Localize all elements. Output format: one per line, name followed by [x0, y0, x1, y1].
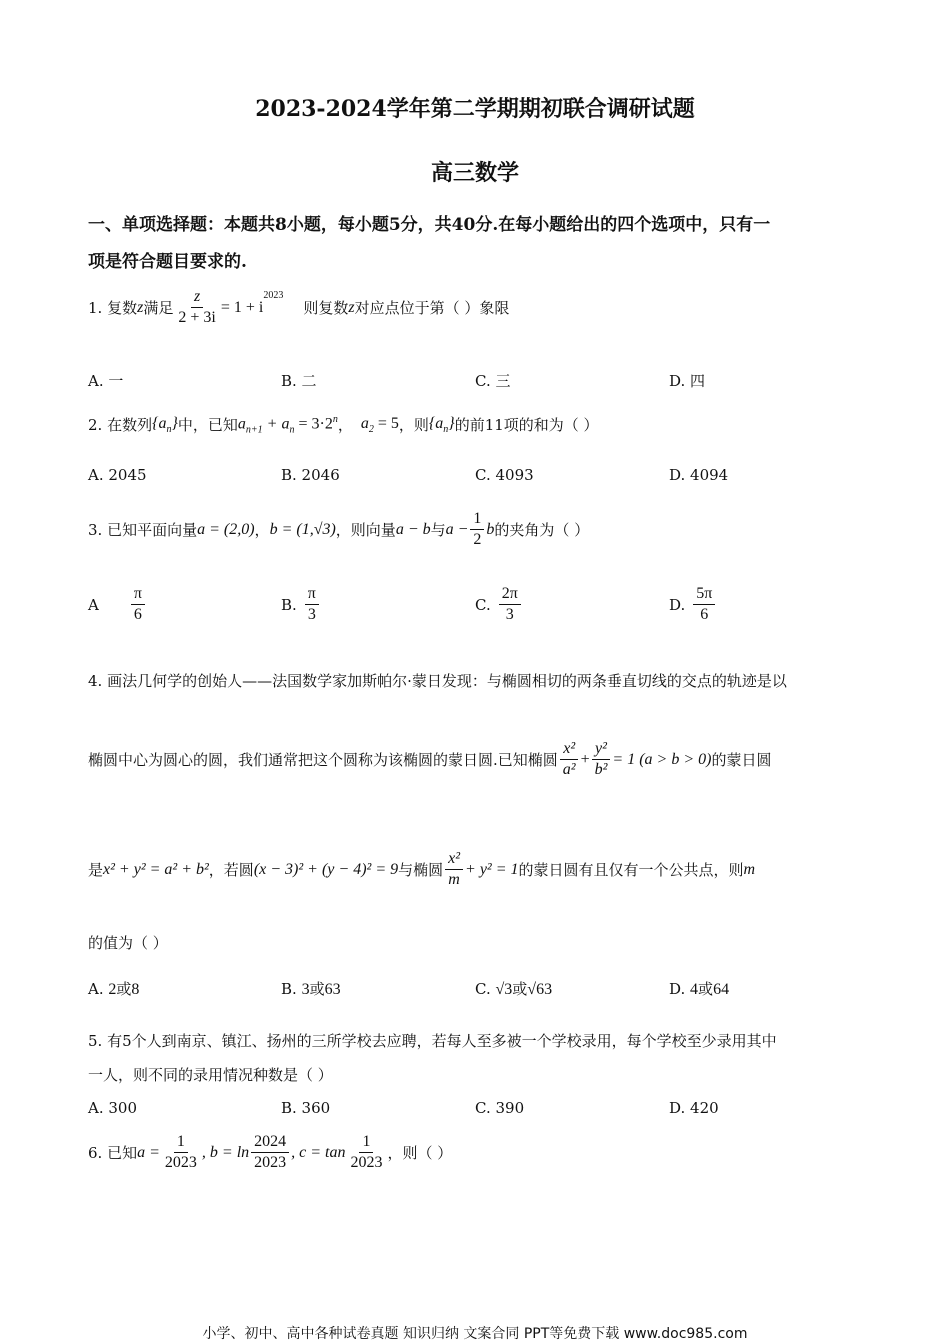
q4-line2-a: 椭圆中心为圆心的圆，我们通常把这个圆称为该椭圆的蒙日圆.已知椭圆	[88, 751, 558, 770]
q3-expression	[446, 510, 495, 550]
q4-ellipse2	[443, 850, 518, 890]
q3-vector-b: b = (1,√3)	[269, 520, 336, 538]
q1-formula-num: z	[191, 288, 203, 308]
q4-ell-b: b²	[594, 761, 608, 779]
q6-b-lhs: , b = ln	[201, 1143, 250, 1161]
q4-line4: 的值为（ ）	[88, 934, 168, 952]
q6-a-lhs: a =	[137, 1143, 160, 1161]
q3-option-a-num: π	[131, 585, 145, 605]
q6-c-den: 2023	[350, 1154, 383, 1172]
q6-b-den: 2023	[254, 1154, 287, 1172]
q2-option-a: A. 2045	[88, 466, 147, 484]
q4-option-d-label: D.	[669, 980, 686, 998]
q2-suffix: 的前11项的和为（ ）	[454, 416, 599, 435]
q3-a-minus-b: a − b	[395, 520, 431, 538]
q2-a2-rhs: = 5	[373, 414, 399, 432]
q3-option-a-label: A	[88, 595, 99, 614]
q3-suffix: 的夹角为（ ）	[494, 521, 590, 540]
q1-suffix-b: 对应点位于第（ ）象限	[354, 299, 510, 318]
q2-seq2-a: {a	[428, 414, 444, 432]
q2-a2	[361, 415, 399, 435]
q5-line2: 一人，则不同的录用情况种数是（ ）	[88, 1066, 333, 1084]
q3-comma: ，	[254, 521, 270, 540]
q1-option-a: A. 一	[88, 372, 124, 390]
q2-a2-sub: 2	[368, 423, 374, 435]
q2-rel-mid: + a	[262, 415, 290, 433]
q3-option-a-den: 6	[133, 606, 142, 624]
q2-relation	[238, 414, 338, 436]
q1-formula	[173, 288, 283, 328]
q4-line2-b: 的蒙日圆	[711, 751, 772, 770]
q3-option-d-num: 5π	[693, 585, 715, 605]
q4-option-a-or: 或	[116, 980, 132, 998]
q3-option-d	[669, 585, 717, 625]
q1-mid: 满足	[143, 299, 174, 318]
q2-mid: 中，已知	[177, 416, 238, 435]
q3-option-a	[88, 585, 147, 625]
q4-ell2-rhs: + y² = 1	[465, 860, 519, 878]
q1-suffix-var: z	[348, 298, 355, 316]
q2-rel-sub1: n+1	[245, 424, 263, 436]
q6-prefix: 6. 已知	[88, 1144, 138, 1163]
q4-option-b-label: B.	[281, 980, 297, 998]
q3-with: 与	[430, 521, 446, 540]
q2-seq-sub: n	[166, 423, 172, 435]
q1-suffix-a: 则复数	[303, 299, 349, 318]
q1-option-d: D. 四	[669, 372, 706, 390]
q4-line3-d: 的蒙日圆有且仅有一个公共点，则	[518, 861, 744, 880]
q2-rel-rhs: = 3·2	[294, 415, 333, 433]
q4-option-a-v1: 2	[108, 981, 117, 998]
q3-expr-den: 2	[473, 531, 482, 549]
q3-expr-b: b	[486, 520, 495, 538]
q4-option-d-v1: 4	[690, 981, 699, 998]
q4-option-d-v2: 64	[713, 981, 730, 998]
q4-line3	[88, 850, 755, 890]
q5-option-d: D. 420	[669, 1099, 719, 1117]
q4-line1: 4. 画法几何学的创始人——法国数学家加斯帕尔·蒙日发现：与椭圆相切的两条垂直切线的交点的轨迹是以	[88, 672, 787, 690]
q2-rel-exp: n	[332, 414, 338, 425]
page-footer: 小学、初中、高中各种试卷真题 知识归纳 文案合同 PPT等免费下载 www.doc985.com	[202, 1326, 748, 1342]
q4-option-a-label: A.	[88, 980, 104, 998]
q2-seq	[152, 415, 178, 435]
q4-ell-y: y²	[592, 740, 610, 760]
q6-a-num: 1	[174, 1133, 188, 1153]
question-2	[88, 414, 599, 436]
q4-option-a	[88, 978, 139, 999]
section-heading-line2: 项是符合题目要求的.	[88, 252, 247, 272]
q4-option-d-or: 或	[698, 980, 714, 998]
q6-suffix: ，则（ ）	[387, 1144, 453, 1163]
q4-ell2-num: x²	[445, 850, 463, 870]
q3-prefix: 3. 已知平面向量	[88, 521, 198, 540]
question-3	[88, 510, 589, 550]
q6-c-num: 1	[359, 1133, 373, 1153]
q4-ell-x: x²	[560, 740, 578, 760]
q2-option-d: D. 4094	[669, 466, 729, 484]
q4-option-a-v2: 8	[131, 981, 140, 998]
q6-c-lhs: , c = tan	[291, 1143, 346, 1161]
q4-option-b	[281, 978, 341, 999]
q2-sep: ，	[337, 416, 353, 435]
q3-vector-a: a = (2,0)	[197, 520, 255, 538]
q4-option-c-v2: √63	[527, 981, 553, 998]
q3-option-c	[475, 585, 523, 625]
q4-var-m: m	[743, 860, 756, 878]
q4-line2	[88, 740, 771, 780]
q2-seq2	[429, 415, 455, 435]
q4-line3-b: ，若圆	[208, 861, 254, 880]
q4-ell-a: a²	[562, 761, 576, 779]
q2-rel-sub2: n	[289, 424, 295, 436]
question-1	[88, 288, 509, 328]
q1-formula-rhs: = 1 + i	[220, 298, 264, 316]
section-heading-line1: 一、单项选择题：本题共8小题，每小题5分，共40分.在每小题给出的四个选项中，只有一	[88, 215, 771, 235]
q4-option-c-label: C.	[475, 980, 491, 998]
q3-option-d-label: D.	[669, 595, 686, 614]
q3-expr-a: a −	[445, 520, 469, 538]
q1-var: z	[137, 298, 144, 316]
q2-option-c: C. 4093	[475, 466, 534, 484]
q4-option-c-v1: √3	[495, 981, 513, 998]
q6-a-den: 2023	[164, 1154, 197, 1172]
q3-option-b-label: B.	[281, 595, 297, 614]
q2-option-b: B. 2046	[281, 466, 340, 484]
page-subtitle: 高三数学	[430, 160, 519, 186]
q2-seq2-sub: n	[443, 423, 449, 435]
q2-a2-a: a	[360, 414, 369, 432]
q3-option-d-den: 6	[700, 606, 709, 624]
q1-prefix: 1. 复数	[88, 299, 138, 318]
q5-option-b: B. 360	[281, 1099, 331, 1117]
q1-option-b: B. 二	[281, 372, 317, 390]
q4-monge-circle: x² + y² = a² + b²	[103, 860, 209, 878]
q2-prefix: 2. 在数列	[88, 416, 153, 435]
q4-option-b-v1: 3	[301, 981, 310, 998]
q3-expr-num: 1	[470, 510, 484, 530]
q5-option-c: C. 390	[475, 1099, 525, 1117]
q1-formula-exp: 2023	[263, 290, 284, 301]
q4-line3-c: 与椭圆	[398, 861, 444, 880]
q3-mid: ，则向量	[335, 521, 396, 540]
question-6	[88, 1133, 452, 1173]
q5-option-a: A. 300	[88, 1099, 137, 1117]
q4-ell2-den: m	[448, 871, 460, 889]
q4-line3-a: 是	[88, 861, 104, 880]
q2-then: ，则	[398, 416, 429, 435]
q2-seq2-close: }	[448, 414, 455, 432]
q4-circle: (x − 3)² + (y − 4)² = 9	[253, 860, 399, 878]
q4-ell-rhs: = 1 (a > b > 0)	[612, 750, 712, 768]
page-title: 2023-2024学年第二学期期初联合调研试题	[255, 96, 695, 122]
q5-line1: 5. 有5个人到南京、镇江、扬州的三所学校去应聘，若每人至多被一个学校录用，每个学校至少录用其中	[88, 1032, 777, 1050]
q3-option-b	[281, 585, 321, 625]
q3-option-b-num: π	[305, 585, 319, 605]
q1-option-c: C. 三	[475, 372, 511, 390]
q4-option-b-v2: 63	[324, 981, 341, 998]
q4-option-c-or: 或	[512, 980, 528, 998]
q6-formula	[137, 1133, 387, 1173]
q2-seq-a: {a	[152, 414, 167, 432]
q4-option-d	[669, 978, 729, 999]
q3-option-c-num: 2π	[499, 585, 521, 605]
q3-option-c-label: C.	[475, 595, 491, 614]
q4-option-c	[475, 978, 552, 999]
q2-seq-close: }	[171, 414, 178, 432]
q1-formula-den: 2 + 3i	[178, 309, 216, 327]
q4-option-b-or: 或	[309, 980, 325, 998]
q6-b-num: 2024	[251, 1133, 289, 1153]
q3-option-c-den: 3	[505, 606, 514, 624]
q4-ellipse: $\frac{\text{x²}}{\text{a²}}$ + $\frac{\text{y²}}{\text{b²}}$ = 1 (a > b > 0)	[558, 740, 712, 780]
q3-option-b-den: 3	[307, 606, 316, 624]
q2-rel-a: a	[237, 415, 246, 433]
